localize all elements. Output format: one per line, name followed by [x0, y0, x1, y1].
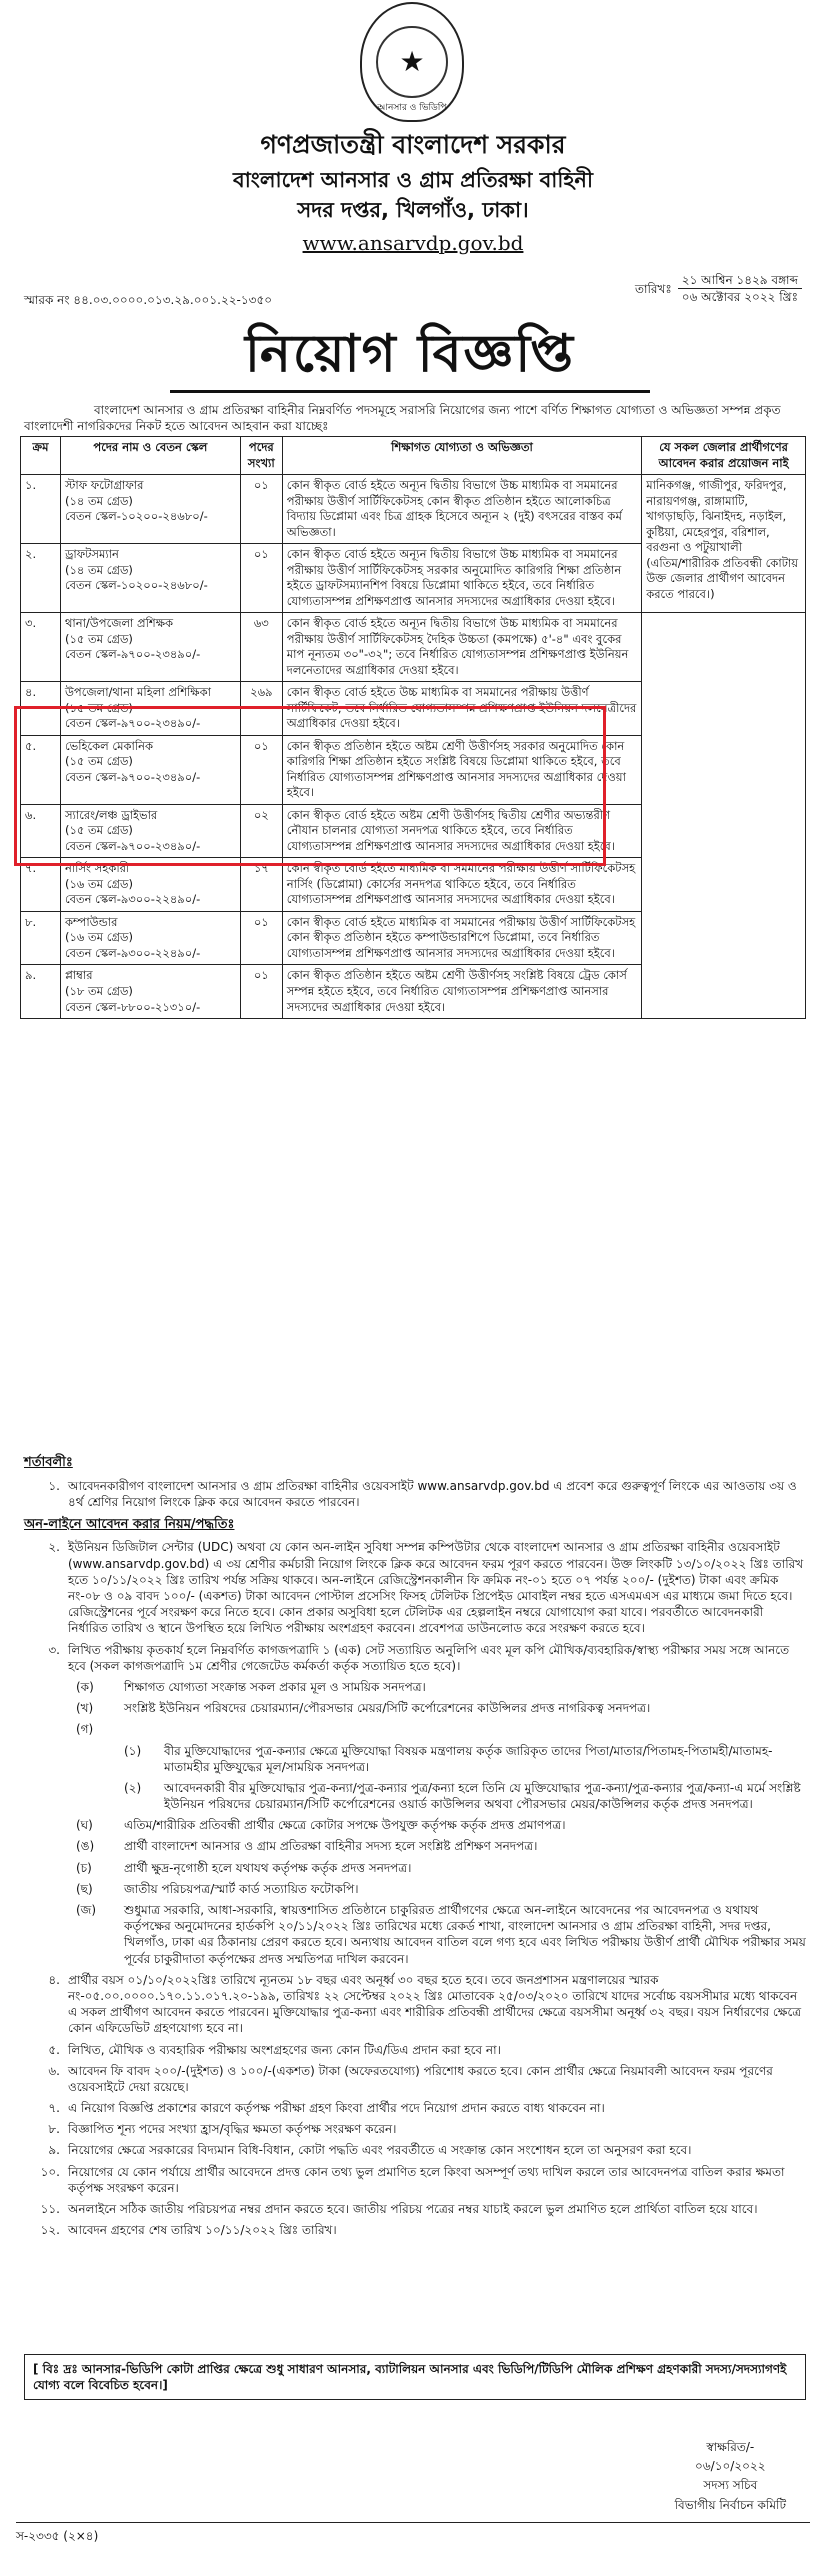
row-count: ০১	[240, 965, 282, 1019]
signature-signed: স্বাক্ষরিত/-	[706, 2440, 755, 2454]
row-post	[60, 613, 240, 682]
row-serial: ৭.	[21, 858, 61, 912]
table-row	[21, 613, 806, 682]
header	[0, 128, 826, 257]
page-title: নিয়োগ বিজ্ঞপ্তি	[170, 318, 650, 393]
row-count: ০২	[240, 804, 282, 858]
website-link[interactable]: www.ansarvdp.gov.bd	[302, 231, 524, 256]
post-scale: বেতন স্কেল-৮৮০০-২১৩১০/-	[64, 999, 201, 1014]
post-name: স্যারেং/লঞ্চ ড্রাইভার	[64, 807, 158, 822]
post-scale: বেতন স্কেল-৯৭০০-২৩৪৯০/-	[64, 647, 201, 662]
condition-item: ১১. অনলাইনে সঠিক জাতীয় পরিচয়পত্র নম্বর প্রদান করতে হবে। জাতীয় পরিচয় পত্রের নম্বর যাচাই করলে ভুল প্রমাণিত হলে প্রার্থিতা বাতিল হয়ে যাবে।	[40, 2202, 758, 2217]
excluded-districts-cell	[642, 475, 806, 613]
row-post	[60, 544, 240, 613]
document-item: (জ) শুধুমাত্র সরকারি, আধা-সরকারি, স্বায়ত্তশাসিত প্রতিষ্ঠানে চাকুরিরত প্রার্থীগণের ক্ষেত্রে অন-লাইনে আবেদনের পর আবেদনপত্র ও যথাযথ কর্তৃপক্ষের অনুমোদনের হার্ডকপি ২০/১১/২০২২ খ্রিঃ তারিখের মধ্যে রেকর্ড শাখা, বাংলাদেশ আনসার ও গ্রাম প্রতিরক্ষা বাহিনী, সদর দপ্তর, খিলগাঁও, ঢাকা এর ঠিকানায় প্রেরণ করতে হবে। অন্যথায় আবেদন বাতিল বলে গণ্য হবে এবং লিখিত পরীক্ষায় উত্তীর্ণ প্রার্থী মৌখিক পরীক্ষার সময় পূর্বের চাকুরীদাতা কর্তৃপক্ষের প্রদত্ত সম্মতিপত্র দাখিল করবেন।	[76, 1903, 806, 1966]
row-serial: ৮.	[21, 911, 61, 965]
condition-item: ৯. নিয়োগের ক্ষেত্রে সরকারের বিদ্যমান বিধি-বিধান, কোটা পদ্ধতি এবং পরবর্তীতে এ সংক্রান্ত কোন সংশোধন হলে তা অনুসরণ করা হবে।	[48, 2143, 692, 2158]
date-english: ০৬ অক্টোবর ২০২২ খ্রিঃ	[681, 290, 798, 305]
header-excluded: যে সকল জেলার প্রার্থীগণের আবেদন করার প্রয়োজন নাই	[642, 437, 806, 475]
posts-table	[20, 436, 806, 1019]
date-block	[635, 272, 802, 305]
post-grade: (১৪ তম গ্রেড)	[64, 562, 133, 577]
condition-item: ১০. নিয়োগের যে কোন পর্যায়ে প্রার্থীর আবেদনে প্রদত্ত কোন তথ্য ভুল প্রমাণিত হলে কিংবা অসম্পূর্ণ তথ্য দাখিল করলে তার আবেদনপত্র বাতিল করার ক্ষমতা কর্তৃপক্ষ সংরক্ষণ করেন।	[40, 2164, 785, 2195]
excluded-districts: মানিকগঞ্জ, গাজীপুর, ফরিদপুর, নারায়ণগঞ্জ, রাঙ্গামাটি, খাগড়াছড়ি, ঝিনাইদহ, নড়াইল, কুষ্টিয়া, মেহেরপুর, বরিশাল, বরগুনা ও পটুয়াখালী	[646, 478, 787, 555]
row-count: ১৭	[240, 858, 282, 912]
signature-date: ০৬/১০/২০২২	[695, 2459, 766, 2474]
row-serial: ১.	[21, 475, 61, 544]
condition-item: ৭. এ নিয়োগ বিজ্ঞপ্তি প্রকাশের কারণে কর্তৃপক্ষ পরীক্ষা গ্রহণ কিংবা প্রার্থীর পদে নিয়োগ প্রদান করতে বাধ্য থাকবেন না।	[48, 2101, 605, 2116]
post-scale: বেতন স্কেল-৯৭০০-২৩৪৯০/-	[64, 838, 201, 853]
document-item: (গ)	[76, 1722, 94, 1737]
row-serial: ৬.	[21, 804, 61, 858]
memo-number: স্মারক নং ৪৪.০৩.০০০০.০১৩.২৯.০০১.২২-১৩৫০	[24, 293, 273, 307]
condition-text: ইউনিয়ন ডিজিটাল সেন্টার (UDC) অথবা যে কোন অন-লাইন সুবিধা সম্পন্ন কম্পিউটার থেকে বাংলাদেশ আনসার ও গ্রাম প্রতিরক্ষা বাহিনীর ওয়েবসাইট (www.ansarvdp.gov.bd) এ ৩য় শ্রেণীর কর্মচারী নিয়োগ লিংকে ক্লিক করে আবেদন ফরম পূরণ করতে পারবেন। উক্ত লিংকটি ১৩/১০/২০২২ খ্রিঃ তারিখ হতে ১০/১১/২০২২ খ্রিঃ তারিখ পর্যন্ত সক্রিয় থাকবে। অন-লাইনে রেজিস্ট্রেশনকালীন ফি ক্রমিক নং-০১ হতে ০৭ পর্যন্ত ২০০/- (দুইশত) টাকা এবং ক্রমিক নং-০৮ ও ০৯ বাবদ ১০০/- (একশত) টাকা আবেদন পোস্টাল প্রসেসিং ফিসহ টেলিটক প্রিপেইড মোবাইল নম্বর হতে এসএমএস এর মাধ্যমে জমা দিতে হবে। রেজিস্ট্রেশনের পূর্বে সংরক্ষণ করে নিতে হবে। কোন প্রকার অসুবিধা হলে টেলিটক এর হেল্পলাইন নম্বরে যোগাযোগ করা যাবে। পরবর্তীতে আবেদনকারী নির্ধারিত তারিখ ও স্থানে উপস্থিত হয়ে লিখিত পরীক্ষায় অংশগ্রহণ করবেন। প্রবেশপত্র ডাউনলোড করে সংরক্ষণ করতে হবে।	[68, 1540, 804, 1636]
row-qualification: কোন স্বীকৃত বোর্ড হইতে অন্যূন দ্বিতীয় বিভাগে উচ্চ মাধ্যমিক বা সমমানের পরীক্ষায় উত্তীর্ণ সার্টিফিকেটসহ কোন স্বীকৃত প্রতিষ্ঠান হইতে আলোকচিত্র বিদ্যায় ডিপ্লোমা এবং চিত্র গ্রাহক হিসেবে অন্যূন ২ (দুই) বৎসরের বাস্তব কর্ম অভিজ্ঞতা।	[282, 475, 641, 544]
post-scale: বেতন স্কেল-১০২০০-২৪৬৮০/-	[64, 509, 208, 524]
condition-item: ৫. লিখিত, মৌখিক ও ব্যবহারিক পরীক্ষায় অংশগ্রহণের জন্য কোন টিএ/ডিএ প্রদান করা হবে না।	[48, 2042, 501, 2057]
document-item: (খ) সংশ্লিষ্ট ইউনিয়ন পরিষদের চেয়ারম্যান/পৌরসভার মেয়র/সিটি কর্পোরেশনের কাউন্সিলর প্রদত্ত নাগরিকত্ব সনদপত্র।	[76, 1701, 651, 1716]
row-count: ০১	[240, 911, 282, 965]
table-row	[21, 475, 806, 544]
post-scale: বেতন স্কেল-৯৩০০-২২৪৯০/-	[64, 945, 201, 960]
government-seal-icon: ★ আনসার ও ভিডিপি	[360, 2, 464, 122]
post-name: স্টাফ ফটোগ্রাফার	[64, 478, 144, 493]
conditions-section	[24, 1448, 806, 2243]
date-label: তারিখঃ	[634, 281, 672, 296]
post-name: কম্পাউন্ডার	[64, 914, 118, 929]
row-qualification: কোন স্বীকৃত প্রতিষ্ঠান হইতে অষ্টম শ্রেণী উত্তীর্ণসহ সরকার অনুমোদিত কোন কারিগরি শিক্ষা প্রতিষ্ঠান হইতে সংশ্লিষ্ট বিষয়ে ডিপ্লোমা থাকিতে হইবে, তবে নির্ধারিত যোগ্যতাসম্পন্ন প্রশিক্ষণপ্রাপ্ত আনসার সদস্যদের অগ্রাধিকার দেওয়া হইবে।	[282, 735, 641, 804]
condition-item: ৮. বিজ্ঞাপিত শূন্য পদের সংখ্যা হ্রাস/বৃদ্ধির ক্ষমতা কর্তৃপক্ষ সংরক্ষণ করেন।	[48, 2122, 397, 2137]
post-grade: (১৮ তম গ্রেড)	[64, 983, 133, 998]
row-qualification: কোন স্বীকৃত বোর্ড হইতে মাধ্যমিক বা সমমানের পরীক্ষায় উত্তীর্ণ সার্টিফিকেটসহ নার্সিং (ডিপ্লোমা) কোর্সের সনদপত্র থাকিতে হইবে, তবে নির্ধারিত যোগ্যতাসম্পন্ন প্রশিক্ষণপ্রাপ্ত আনসার সদস্যদের অগ্রাধিকার দেওয়া হইবে।	[282, 858, 641, 912]
condition-item: ২. ইউনিয়ন ডিজিটাল সেন্টার (UDC) অথবা যে কোন অন-লাইন সুবিধা সম্পন্ন কম্পিউটার থেকে বাংলাদেশ আনসার ও গ্রাম প্রতিরক্ষা বাহিনীর ওয়েবসাইট (www.ansarvdp.gov.bd) এ ৩য় শ্রেণীর কর্মচারী নিয়োগ লিংকে ক্লিক করে আবেদন ফরম পূরণ করতে পারবেন। উক্ত লিংকটি ১৩/১০/২০২২ খ্রিঃ তারিখ হতে ১০/১১/২০২২ খ্রিঃ তারিখ পর্যন্ত সক্রিয় থাকবে। অন-লাইনে রেজিস্ট্রেশনকালীন ফি ক্রমিক নং-০১ হতে ০৭ পর্যন্ত ২০০/- (দুইশত) টাকা এবং ক্রমিক নং-০৮ ও ০৯ বাবদ ১০০/- (একশত) টাকা আবেদন পোস্টাল প্রসেসিং ফিসহ টেলিটক প্রিপেইড মোবাইল নম্বর হতে এসএমএস এর মাধ্যমে জমা দিতে হবে। রেজিস্ট্রেশনের পূর্বে সংরক্ষণ করে নিতে হবে। কোন প্রকার অসুবিধা হলে টেলিটক এর হেল্পলাইন নম্বরে যোগাযোগ করা যাবে। পরবর্তীতে আবেদনকারী নির্ধারিত তারিখ ও স্থানে উপস্থিত হয়ে লিখিত পরীক্ষায় অংশগ্রহণ করবেন। প্রবেশপত্র ডাউনলোড করে সংরক্ষণ করতে হবে।	[24, 1539, 806, 1636]
seal-legend: আনসার ও ভিডিপি	[377, 102, 447, 113]
document-item: (ছ) জাতীয় পরিচয়পত্র/স্মার্ট কার্ড সত্যায়িত ফটোকপি।	[76, 1881, 359, 1896]
row-qualification: কোন স্বীকৃত বোর্ড হইতে মাধ্যমিক বা সমমানের পরীক্ষায় উত্তীর্ণ সার্টিফিকেটসহ কোন স্বীকৃত প্রতিষ্ঠান হইতে কম্পাউন্ডারশিপে ডিপ্লোমা, তবে নির্ধারিত যোগ্যতাসম্পন্ন প্রশিক্ষণপ্রাপ্ত আনসার সদস্যদের অগ্রাধিকার দেওয়া হইবে।	[282, 911, 641, 965]
government-name: গণপ্রজাতন্ত্রী বাংলাদেশ সরকার	[260, 130, 566, 159]
signature-committee: বিভাগীয় নির্বাচন কমিটি	[674, 2497, 786, 2512]
post-grade: (১৫ তম গ্রেড)	[64, 754, 133, 769]
row-post	[60, 682, 240, 736]
intro-paragraph: বাংলাদেশ আনসার ও গ্রাম প্রতিরক্ষা বাহিনীর নিম্নবর্ণিত পদসমূহে সরাসরি নিয়োগের জন্য পাশে বর্ণিত শিক্ষাগত যোগ্যতা ও অভিজ্ঞতা সম্পন্ন প্রকৃত বাংলাদেশী নাগরিকদের নিকট হতে আবেদন আহবান করা যাচ্ছেঃ	[24, 403, 781, 434]
post-scale: বেতন স্কেল-৯৭০০-২৩৪৯০/-	[64, 716, 201, 731]
condition-item: ৪. প্রার্থীর বয়স ০১/১০/২০২২খ্রিঃ তারিখে ন্যূনতম ১৮ বছর এবং অনূর্ধ্ব ৩০ বছর হতে হবে। তবে জনপ্রশাসন মন্ত্রণালয়ের স্মারক নং-০৫.০০.০০০০.১৭০.১১.০১৭.২০-১৯৯, তারিখঃ ২২ সেপ্টেম্বর ২০২২ খ্রিঃ মোতাবেক ২৫/০৩/২০২০ তারিখে যাদের সর্বোচ্চ বয়সসীমার মধ্যে থাকবেন এ সকল প্রার্থীগণ আবেদন করতে পারবেন। মুক্তিযোদ্ধার পুত্র-কন্যা এবং শারীরিক প্রতিবন্ধী প্রার্থীদের ক্ষেত্রে বয়সসীমা অনূর্ধ্ব ৩২ বছর। বয়স নির্ধারণের ক্ষেত্রে কোন এফিডেভিট গ্রহণযোগ্য হবে না।	[48, 1972, 802, 2036]
excluded-empty-cell	[642, 613, 806, 1019]
post-scale: বেতন স্কেল-১০২০০-২৪৬৮০/-	[64, 578, 208, 593]
document-item: (ঘ) এতিম/শারীরিক প্রতিবন্ধী প্রার্থীর ক্ষেত্রে কোটার সপক্ষে উপযুক্ত কর্তৃপক্ষ কর্তৃক প্রদত্ত প্রমাণপত্র।	[76, 1818, 566, 1833]
row-count: ০১	[240, 475, 282, 544]
footer	[16, 2528, 810, 2544]
post-grade: (১৬ তম গ্রেড)	[64, 930, 133, 945]
row-serial: ২.	[21, 544, 61, 613]
date-bangla: ২১ আশ্বিন ১৪২৯ বঙ্গাব্দ	[678, 272, 802, 289]
department-name: বাংলাদেশ আনসার ও গ্রাম প্রতিরক্ষা বাহিনী	[233, 167, 593, 192]
row-post	[60, 965, 240, 1019]
row-count: ০১	[240, 544, 282, 613]
header-count: পদের সংখ্যা	[240, 437, 282, 475]
signature-designation: সদস্য সচিব	[703, 2478, 758, 2493]
footer-divider	[16, 2522, 810, 2523]
row-serial: ৫.	[21, 735, 61, 804]
row-post	[60, 858, 240, 912]
document-subitem: (১) বীর মুক্তিযোদ্ধাদের পুত্র-কন্যার ক্ষেত্রে মুক্তিযোদ্ধা বিষয়ক মন্ত্রণালয় কর্তৃক জারিকৃত তাদের পিতা/মাতার/পিতামহ-পিতামহী/মাতামহ-মাতামহীর মুক্তিযুদ্ধের মূল/সাময়িক সনদপত্র।	[124, 1743, 773, 1774]
post-name: উপজেলা/থানা মহিলা প্রশিক্ষিকা	[64, 685, 211, 700]
table-header-row	[21, 437, 806, 475]
post-grade: (১৫ তম গ্রেড)	[64, 823, 133, 838]
post-name: থানা/উপজেলা প্রশিক্ষক	[64, 616, 174, 631]
condition-text: আবেদনকারীগণ বাংলাদেশ আনসার ও গ্রাম প্রতিরক্ষা বাহিনীর ওয়েবসাইট www.ansarvdp.gov.bd এ প্রবেশ করে গুরুত্বপূর্ণ লিংকে এর আওতায় ৩য় ও ৪র্থ শ্রেণির নিয়োগ লিংকে ক্লিক করে আবেদন করতে পারবেন।	[68, 1478, 797, 1509]
office-address: সদর দপ্তর, খিলগাঁও, ঢাকা।	[297, 198, 529, 223]
row-qualification: কোন স্বীকৃত বোর্ড হইতে অন্যূন দ্বিতীয় বিভাগে উচ্চ মাধ্যমিক বা সমমানের পরীক্ষায় উত্তীর্ণ সার্টিফিকেটসহ সরকার অনুমোদিত কারিগরি শিক্ষা প্রতিষ্ঠান হইতে ড্রাফটসম্যানশিপ বিষয়ে ডিপ্লোমা থাকিতে হইবে, তবে নির্ধারিত যোগ্যতাসম্পন্ন প্রশিক্ষণপ্রাপ্ত আনসার সদস্যদের অগ্রাধিকার দেওয়া হইবে।	[282, 544, 641, 613]
row-count: ৬৩	[240, 613, 282, 682]
online-rules-title: অন-লাইনে আবেদন করার নিয়ম/পদ্ধতিঃ	[24, 1516, 235, 1532]
condition-item: ১২. আবেদন গ্রহণের শেষ তারিখ ১০/১১/২০২২ খ্রিঃ তারিখ।	[40, 2223, 337, 2238]
post-grade: (১৬ তম গ্রেড)	[64, 876, 133, 891]
row-count: ০১	[240, 735, 282, 804]
post-scale: বেতন স্কেল-৯৩০০-২২৪৯০/-	[64, 892, 201, 907]
row-qualification: কোন স্বীকৃত বোর্ড হইতে অন্যূন দ্বিতীয় বিভাগে উচ্চ মাধ্যমিক বা সমমানের পরীক্ষায় উত্তীর্ণ সার্টিফিকেটসহ দৈহিক উচ্চতা (কমপক্ষে) ৫'-৪" এবং বুকের মাপ নূন্যতম ৩০"-৩২"; তবে নির্ধারিত যোগ্যতাসম্পন্ন প্রশিক্ষণপ্রাপ্ত ইউনিয়ন দলনেতাদের অগ্রাধিকার দেওয়া হইবে।	[282, 613, 641, 682]
document-subitem: (২) আবেদনকারী বীর মুক্তিযোদ্ধার পুত্র-কন্যা/পুত্র-কন্যার পুত্র/কন্যা হলে তিনি যে মুক্তিযোদ্ধার পুত্র-কন্যা/পুত্র-কন্যার পুত্র/কন্যা-এ মর্মে সংশ্লিষ্ট ইউনিয়ন পরিষদের চেয়ারম্যান/সিটি কর্পোরেশনের ওয়ার্ড কাউন্সিলর অথবা পৌরসভার মেয়র/কাউন্সিলর কর্তৃক প্রদত্ত সনদপত্র।	[124, 1780, 801, 1812]
row-post	[60, 475, 240, 544]
signature-block	[675, 2438, 786, 2515]
row-serial: ৩.	[21, 613, 61, 682]
post-grade: (১৫ তম গ্রেড)	[64, 631, 133, 646]
post-grade: (১৪ তম গ্রেড)	[64, 493, 133, 508]
row-qualification: কোন স্বীকৃত বোর্ড হইতে উচ্চ মাধ্যমিক বা সমমানের পরীক্ষায় উত্তীর্ণ সার্টিফিকেট; তবে নির্ধারিত যোগ্যতাসম্পন্ন প্রশিক্ষণপ্রাপ্ত ইউনিয়ন দলনেত্রীদের অগ্রাধিকার দেওয়া হইবে।	[282, 682, 641, 736]
special-note: [ বিঃ দ্রঃ আনসার-ভিডিপি কোটা প্রাপ্তির ক্ষেত্রে শুধু সাধারণ আনসার, ব্যাটালিয়ন আনসার এবং ভিডিপি/টিডিপি মৌলিক প্রশিক্ষণ গ্রহণকারী সদস্য/সদস্যাগণই যোগ্য বলে বিবেচিত হবেন।]	[24, 2354, 806, 2400]
row-qualification: কোন স্বীকৃত বোর্ড হইতে অষ্টম শ্রেণী উত্তীর্ণসহ দ্বিতীয় শ্রেণীর অভ্যন্তরীণ নৌযান চালনার যোগ্যতা সনদপত্র থাকিতে হইবে, তবে নির্ধারিত যোগ্যতাসম্পন্ন প্রশিক্ষণপ্রাপ্ত আনসার সদস্যদের অগ্রাধিকার দেওয়া হইবে।	[282, 804, 641, 858]
post-scale: বেতন স্কেল-৯৭০০-২৩৪৯০/-	[64, 769, 201, 784]
condition-item: ৩. লিখিত পরীক্ষায় কৃতকার্য হলে নিম্নবর্ণিত কাগজপত্রাদি ১ (এক) সেট সত্যায়িত অনুলিপি এবং মূল কপি মৌখিক/ব্যবহারিক/স্বাস্থ্য পরীক্ষার সময় সঙ্গে আনতে হবে (সকল কাগজপত্রাদি ১ম শ্রেণীর গেজেটেড কর্মকর্তা কর্তৃক সত্যায়িত হতে হবে)।	[24, 1642, 806, 1674]
condition-item: ৬. আবেদন ফি বাবদ ২০০/-(দুইশত) ও ১০০/-(একশত) টাকা (অফেরতযোগ্য) পরিশোধ করতে হবে। কোন প্রার্থীর ক্ষেত্রে নিয়মাবলী আবেদন ফরম পূরণের ওয়েবসাইটে দেয়া রয়েছে।	[48, 2063, 773, 2094]
condition-text: লিখিত পরীক্ষায় কৃতকার্য হলে নিম্নবর্ণিত কাগজপত্রাদি ১ (এক) সেট সত্যায়িত অনুলিপি এবং মূল কপি মৌখিক/ব্যবহারিক/স্বাস্থ্য পরীক্ষার সময় সঙ্গে আনতে হবে (সকল কাগজপত্রাদি ১ম শ্রেণীর গেজেটেড কর্মকর্তা কর্তৃক সত্যায়িত হতে হবে)।	[68, 1642, 790, 1673]
row-post	[60, 911, 240, 965]
post-name: নার্সিং সহকারী	[64, 861, 130, 876]
row-serial: ৪.	[21, 682, 61, 736]
row-serial: ৯.	[21, 965, 61, 1019]
condition-item: ১. আবেদনকারীগণ বাংলাদেশ আনসার ও গ্রাম প্রতিরক্ষা বাহিনীর ওয়েবসাইট www.ansarvdp.gov.bd এ প্রবেশ করে গুরুত্বপূর্ণ লিংকে এর আওতায় ৩য় ও ৪র্থ শ্রেণির নিয়োগ লিংকে ক্লিক করে আবেদন করতে পারবেন।	[24, 1478, 806, 1510]
post-name: প্লাম্বার	[64, 968, 93, 983]
header-qualification: শিক্ষাগত যোগ্যতা ও অভিজ্ঞতা	[282, 437, 641, 475]
post-name: ড্রাফটসম্যান	[64, 547, 119, 562]
excluded-note: (এতিম/শারীরিক প্রতিবন্ধী কোটায় উক্ত জেলার প্রার্থীগণ আবেদন করতে পারবে।)	[646, 555, 799, 601]
footer-code: স-২৩৩৫ (২×৪)	[16, 2529, 99, 2543]
row-post	[60, 735, 240, 804]
header-serial: ক্রম	[21, 437, 61, 475]
conditions-title: শর্তাবলীঃ	[24, 1455, 73, 1470]
document-item: (চ) প্রার্থী ক্ষুদ্র-নৃগোষ্ঠী হলে যথাযথ কর্তৃপক্ষ কর্তৃক প্রদত্ত সনদপত্র।	[76, 1860, 412, 1875]
document-item: (ক) শিক্ষাগত যোগ্যতা সংক্রান্ত সকল প্রকার মূল ও সাময়িক সনদপত্র।	[76, 1679, 426, 1694]
header-post: পদের নাম ও বেতন স্কেল	[60, 437, 240, 475]
row-qualification: কোন স্বীকৃত প্রতিষ্ঠান হইতে অষ্টম শ্রেণী উত্তীর্ণসহ সংশ্লিষ্ট বিষয়ে ট্রেড কোর্স সম্পন্ন হইতে হইবে, তবে নির্ধারিত যোগ্যতাসম্পন্ন প্রশিক্ষণপ্রাপ্ত আনসার সদস্যদের অগ্রাধিকার দেওয়া হইবে।	[282, 965, 641, 1019]
document-item: (ঙ) প্রার্থী বাংলাদেশ আনসার ও গ্রাম প্রতিরক্ষা বাহিনীর সদস্য হলে সংশ্লিষ্ট প্রশিক্ষণ সনদপত্র।	[76, 1839, 538, 1854]
post-grade: (১৫ তম গ্রেড)	[64, 700, 133, 715]
post-name: ভেহিকেল মেকানিক	[64, 738, 154, 753]
row-count: ২৬৯	[240, 682, 282, 736]
row-post	[60, 804, 240, 858]
